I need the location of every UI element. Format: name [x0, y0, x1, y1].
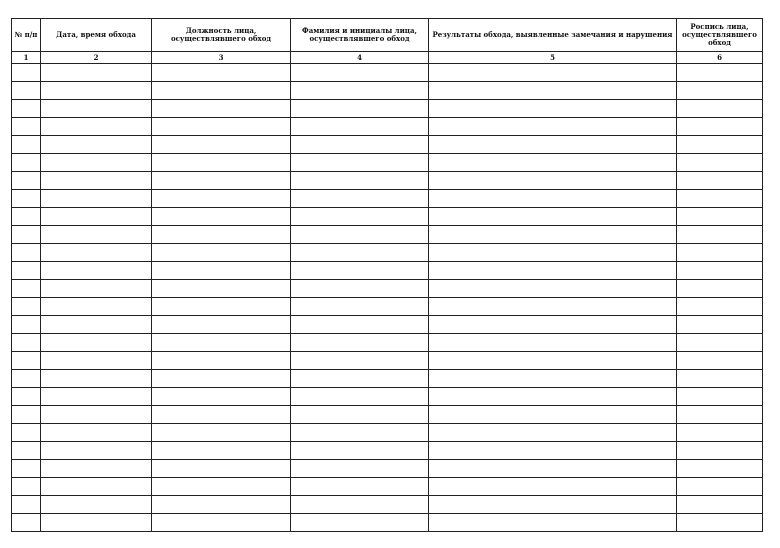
log-cell[interactable]: [152, 478, 291, 496]
log-cell[interactable]: [41, 478, 152, 496]
log-cell[interactable]: [677, 406, 763, 424]
log-cell[interactable]: [677, 298, 763, 316]
log-cell[interactable]: [677, 82, 763, 100]
log-cell[interactable]: [152, 388, 291, 406]
header-full-name: Фамилия и инициалы лица, осуществлявшего обход: [291, 19, 429, 52]
log-row: [12, 370, 763, 388]
log-cell[interactable]: [291, 496, 429, 514]
log-cell[interactable]: [12, 496, 41, 514]
column-number: 1: [12, 52, 41, 64]
log-cell[interactable]: [152, 172, 291, 190]
log-cell[interactable]: [41, 100, 152, 118]
log-row: [12, 280, 763, 298]
log-cell[interactable]: [12, 208, 41, 226]
log-cell[interactable]: [41, 190, 152, 208]
log-cell[interactable]: [41, 298, 152, 316]
log-cell[interactable]: [677, 424, 763, 442]
log-cell[interactable]: [12, 82, 41, 100]
log-row: [12, 298, 763, 316]
log-row: [12, 154, 763, 172]
log-cell[interactable]: [429, 262, 677, 280]
log-cell[interactable]: [429, 226, 677, 244]
log-cell[interactable]: [291, 460, 429, 478]
log-row: [12, 244, 763, 262]
header-signature: Роспись лица, осуществлявшего обход: [677, 19, 763, 52]
log-cell[interactable]: [429, 334, 677, 352]
log-cell[interactable]: [677, 388, 763, 406]
log-cell[interactable]: [41, 316, 152, 334]
log-cell[interactable]: [152, 406, 291, 424]
log-cell[interactable]: [12, 442, 41, 460]
log-cell[interactable]: [429, 460, 677, 478]
log-cell[interactable]: [677, 478, 763, 496]
log-cell[interactable]: [429, 424, 677, 442]
log-cell[interactable]: [429, 352, 677, 370]
log-cell[interactable]: [41, 82, 152, 100]
log-cell[interactable]: [152, 190, 291, 208]
log-cell[interactable]: [291, 478, 429, 496]
log-cell[interactable]: [677, 172, 763, 190]
log-cell[interactable]: [12, 460, 41, 478]
header-row-number: № п/п: [12, 19, 41, 52]
log-row: [12, 136, 763, 154]
log-row: [12, 424, 763, 442]
column-number: 2: [41, 52, 152, 64]
log-row: [12, 478, 763, 496]
log-cell[interactable]: [677, 244, 763, 262]
log-cell[interactable]: [41, 244, 152, 262]
log-row: [12, 496, 763, 514]
log-cell[interactable]: [677, 208, 763, 226]
log-cell[interactable]: [12, 424, 41, 442]
log-cell[interactable]: [152, 262, 291, 280]
log-cell[interactable]: [152, 280, 291, 298]
log-cell[interactable]: [152, 514, 291, 532]
log-cell[interactable]: [152, 316, 291, 334]
log-cell[interactable]: [429, 280, 677, 298]
log-cell[interactable]: [41, 262, 152, 280]
log-cell[interactable]: [152, 136, 291, 154]
log-cell[interactable]: [41, 136, 152, 154]
log-row: [12, 334, 763, 352]
log-cell[interactable]: [152, 154, 291, 172]
log-cell[interactable]: [291, 316, 429, 334]
log-cell[interactable]: [152, 226, 291, 244]
log-row: [12, 118, 763, 136]
log-cell[interactable]: [429, 118, 677, 136]
log-cell[interactable]: [291, 208, 429, 226]
log-cell[interactable]: [152, 460, 291, 478]
log-cell[interactable]: [41, 226, 152, 244]
log-cell[interactable]: [291, 514, 429, 532]
log-row: [12, 64, 763, 82]
log-cell[interactable]: [291, 388, 429, 406]
log-cell[interactable]: [677, 334, 763, 352]
log-cell[interactable]: [152, 64, 291, 82]
log-cell[interactable]: [677, 352, 763, 370]
log-cell[interactable]: [12, 154, 41, 172]
log-cell[interactable]: [41, 406, 152, 424]
log-cell[interactable]: [677, 316, 763, 334]
log-row: [12, 172, 763, 190]
log-cell[interactable]: [12, 298, 41, 316]
log-cell[interactable]: [41, 442, 152, 460]
log-row: [12, 262, 763, 280]
log-cell[interactable]: [41, 370, 152, 388]
log-cell[interactable]: [12, 370, 41, 388]
log-cell[interactable]: [429, 208, 677, 226]
log-cell[interactable]: [429, 64, 677, 82]
log-cell[interactable]: [429, 370, 677, 388]
log-cell[interactable]: [429, 172, 677, 190]
log-cell[interactable]: [429, 100, 677, 118]
log-row: [12, 100, 763, 118]
log-cell[interactable]: [677, 442, 763, 460]
log-cell[interactable]: [429, 82, 677, 100]
log-cell[interactable]: [152, 370, 291, 388]
log-row: [12, 442, 763, 460]
log-cell[interactable]: [677, 190, 763, 208]
column-number: 3: [152, 52, 291, 64]
log-cell[interactable]: [429, 154, 677, 172]
log-cell[interactable]: [291, 64, 429, 82]
log-cell[interactable]: [429, 244, 677, 262]
log-cell[interactable]: [291, 298, 429, 316]
log-cell[interactable]: [429, 136, 677, 154]
log-cell[interactable]: [12, 226, 41, 244]
log-cell[interactable]: [429, 406, 677, 424]
header-date-time: Дата, время обхода: [41, 19, 152, 52]
log-cell[interactable]: [291, 118, 429, 136]
log-cell[interactable]: [12, 478, 41, 496]
log-cell[interactable]: [677, 514, 763, 532]
log-cell[interactable]: [677, 460, 763, 478]
log-cell[interactable]: [152, 298, 291, 316]
log-cell[interactable]: [152, 352, 291, 370]
log-cell[interactable]: [152, 244, 291, 262]
log-cell[interactable]: [12, 172, 41, 190]
log-cell[interactable]: [152, 496, 291, 514]
log-cell[interactable]: [677, 100, 763, 118]
log-cell[interactable]: [677, 136, 763, 154]
log-cell[interactable]: [291, 226, 429, 244]
inspection-log-form: [11, 18, 762, 534]
log-cell[interactable]: [677, 64, 763, 82]
log-cell[interactable]: [677, 226, 763, 244]
log-cell[interactable]: [152, 100, 291, 118]
log-cell[interactable]: [429, 190, 677, 208]
column-number: 6: [677, 52, 763, 64]
log-cell[interactable]: [677, 262, 763, 280]
log-cell[interactable]: [152, 334, 291, 352]
column-number-row: [12, 52, 763, 64]
log-cell[interactable]: [152, 82, 291, 100]
log-cell[interactable]: [677, 496, 763, 514]
header-position: Должность лица, осуществлявшего обход: [152, 19, 291, 52]
column-number: 5: [429, 52, 677, 64]
log-cell[interactable]: [429, 442, 677, 460]
log-cell[interactable]: [291, 280, 429, 298]
log-row: [12, 352, 763, 370]
log-cell[interactable]: [12, 406, 41, 424]
log-cell[interactable]: [291, 442, 429, 460]
log-body: [12, 64, 763, 532]
log-cell[interactable]: [291, 334, 429, 352]
log-cell[interactable]: [12, 100, 41, 118]
column-number: 4: [291, 52, 429, 64]
header-results: Результаты обхода, выявленные замечания и нарушения: [429, 19, 677, 52]
log-cell[interactable]: [291, 406, 429, 424]
log-cell[interactable]: [12, 316, 41, 334]
log-cell[interactable]: [291, 370, 429, 388]
log-cell[interactable]: [152, 208, 291, 226]
log-cell[interactable]: [429, 316, 677, 334]
log-cell[interactable]: [291, 136, 429, 154]
log-cell[interactable]: [41, 280, 152, 298]
log-cell[interactable]: [12, 64, 41, 82]
log-cell[interactable]: [291, 82, 429, 100]
log-cell[interactable]: [291, 262, 429, 280]
log-cell[interactable]: [12, 280, 41, 298]
log-cell[interactable]: [12, 352, 41, 370]
inspection-log-table: [11, 18, 763, 532]
log-cell[interactable]: [291, 244, 429, 262]
log-cell[interactable]: [41, 496, 152, 514]
log-cell[interactable]: [12, 388, 41, 406]
log-cell[interactable]: [12, 334, 41, 352]
log-row: [12, 208, 763, 226]
log-cell[interactable]: [677, 370, 763, 388]
log-cell[interactable]: [41, 64, 152, 82]
log-cell[interactable]: [291, 172, 429, 190]
log-row: [12, 226, 763, 244]
log-cell[interactable]: [41, 352, 152, 370]
log-cell[interactable]: [41, 172, 152, 190]
log-row: [12, 388, 763, 406]
log-cell[interactable]: [41, 388, 152, 406]
log-cell[interactable]: [429, 514, 677, 532]
log-cell[interactable]: [291, 100, 429, 118]
log-cell[interactable]: [12, 244, 41, 262]
header-row: [12, 19, 763, 52]
log-cell[interactable]: [152, 118, 291, 136]
log-cell[interactable]: [12, 262, 41, 280]
log-cell[interactable]: [12, 136, 41, 154]
log-cell[interactable]: [41, 154, 152, 172]
log-cell[interactable]: [677, 154, 763, 172]
log-cell[interactable]: [429, 388, 677, 406]
log-row: [12, 406, 763, 424]
log-cell[interactable]: [41, 460, 152, 478]
log-row: [12, 460, 763, 478]
log-row: [12, 82, 763, 100]
log-cell[interactable]: [41, 208, 152, 226]
log-cell[interactable]: [677, 280, 763, 298]
log-cell[interactable]: [152, 424, 291, 442]
log-cell[interactable]: [429, 298, 677, 316]
log-row: [12, 514, 763, 532]
log-cell[interactable]: [291, 352, 429, 370]
log-cell[interactable]: [41, 424, 152, 442]
log-cell[interactable]: [677, 118, 763, 136]
log-cell[interactable]: [12, 118, 41, 136]
log-cell[interactable]: [291, 424, 429, 442]
log-cell[interactable]: [429, 496, 677, 514]
log-cell[interactable]: [41, 514, 152, 532]
log-cell[interactable]: [41, 334, 152, 352]
log-row: [12, 316, 763, 334]
log-cell[interactable]: [41, 118, 152, 136]
log-cell[interactable]: [291, 190, 429, 208]
log-cell[interactable]: [12, 190, 41, 208]
log-cell[interactable]: [429, 478, 677, 496]
log-cell[interactable]: [152, 442, 291, 460]
log-row: [12, 190, 763, 208]
log-cell[interactable]: [12, 514, 41, 532]
log-cell[interactable]: [291, 154, 429, 172]
